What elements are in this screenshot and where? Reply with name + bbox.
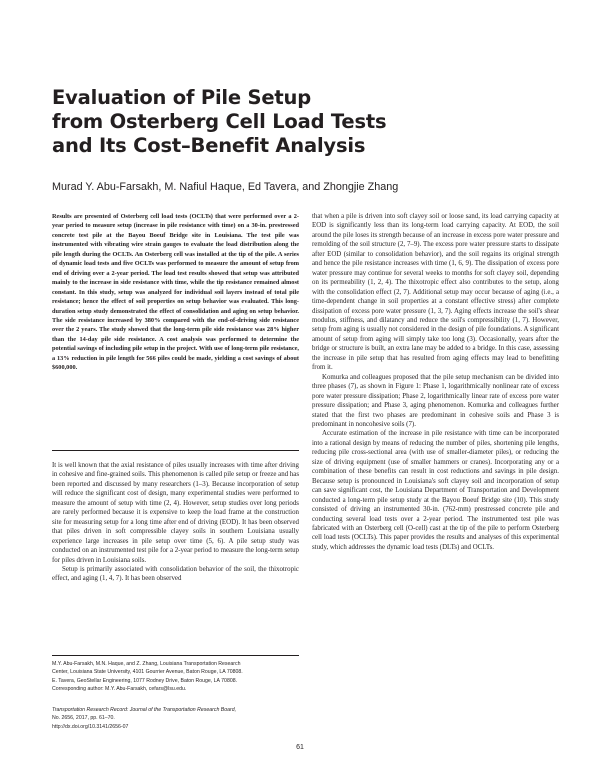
affiliation-line-3: E. Tavera, GeoStellar Engineering, 1077 Rodney Drive, Baton Rouge, LA 70808. — [52, 677, 238, 684]
abstract: Results are presented of Osterberg cell load tests (OCLTs) that were performed over a 2-year period to measure setup (increase in pile resistance with time) on a 30-in. prestressed concrete test pile at the Bayou Boeuf Bridge site in Louisiana. The test pile was instrumented with vibrating wire strain gauges to evaluate the load distribution along the pile length during the OCLTs. An Osterberg cell was installed at the tip of the pile. A series of dynamic load tests and five OCLTs was performed to measure the amount of setup from end of driving over a 2-year period. The load test results showed that setup was attributed mainly to the increase in side resistance with time, while the tip resistance remained almost constant. In this study, setup was analyzed for individual soil layers instead of total pile resistance; hence the effect of soil properties on setup behavior was evaluated. This long-duration setup study demonstrated the effect of consolidation and aging on setup behavior. The side resistance increased by 380% compared with the end-of-driving side resistance over the 2 years. The study showed that the long-term pile side resistance was 28% higher than the 14-day pile side resistance. A cost analysis was performed to determine the potential savings of including pile setup in the project. With use of long-term pile resistance, a 13% reduction in pile length for 566 piles could be made, yielding a cost savings of about $600,000. — [52, 213, 299, 372]
title-line-3: and Its Cost–Benefit Analysis — [52, 134, 366, 157]
title-line-2: from Osterberg Cell Load Tests — [52, 110, 387, 133]
author-affiliations — [52, 660, 299, 693]
left-paragraph-2: Setup is primarily associated with consolidation behavior of the soil, the thixotropic effect, and aging (1, 4, 7). It has been observed — [52, 565, 299, 583]
left-paragraph-1: It is well known that the axial resistance of piles usually increases with time after driving in cohesive and fine-grained soils. This phenomenon is called pile setup or freeze and has been reported and discussed by many researchers (1–3). Because incorporation of setup will reduce the significant cost of design, many experimental studies were performed to measure the amount of setup with time (2, 4). However, setup studies over long periods are rarely performed because it is expensive to keep the load frame at the construction site for measuring setup for a long time after end of driving (EOD). It has been observed that piles driven in soft compressible clayey soils in southern Louisiana usually experience large increases in pile setup over time (5, 6). A pile setup study was conducted on an instrumented test pile for a 2-year period to measure the long-term setup for piles driven in Louisiana soils. — [52, 462, 299, 564]
abstract-divider — [52, 450, 299, 451]
right-paragraph-1: that when a pile is driven into soft clayey soil or loose sand, its load carrying capacity at EOD is significantly less than its long-term load carrying capacity. At EOD, the soil around the pile loses its strength because of an increase in excess pore water pressure and remolding of the soil structure (2, 7–9). The excess pore water pressure starts to dissipate after EOD (similar to consolidation behavior), and the soil regains its original strength and hence the pile resistance increases with time (1, 6, 9). The dissipation of excess pore water pressure may continue for several weeks to months for soft clayey soil, depending on its permeability (1, 2, 4). The thixotropic effect also contributes to the setup, along with the consolidation effect (2, 7). Additional setup may occur because of aging (i.e., a time-dependent change in soil properties at a constant effective stress) after complete dissipation of excess pore water pressure (1, 3, 7). Aging effects increase the soil's shear modulus, stiffness, and dilatancy and reduce the soil's compressibility (1, 7). However, setup from aging is usually not considered in the design of pile foundations. A significant amount of setup from aging will simply take too long (3). Occasionally, years after the bridge or structure is built, an extra lane may be added to a bridge. In this case, assessing the increase in pile setup that has resulted from aging effects may lead to benefitting from it. — [312, 213, 559, 372]
affiliation-line-2: Center, Louisiana State University, 4101 Gourrier Avenue, Baton Rouge, LA 70808. — [52, 669, 243, 676]
affiliation-line-4: Corresponding author: M.Y. Abu-Farsakh, cefars@lsu.edu. — [52, 685, 187, 692]
doi-link[interactable]: http://dx.doi.org/10.3141/2656-07 — [52, 723, 129, 730]
journal-issue: No. 2656, 2017, pp. 61–70. — [52, 715, 115, 722]
right-paragraph-2: Komurka and colleagues proposed that the pile setup mechanism can be divided into three phases (7), as shown in Figure 1: Phase 1, logarithmically nonlinear rate of excess pore water pressure dissipation; Phase 2, logarithmically linear rate of excess pore water pressure dissipation; and Phase 3, aging phenomenon. Komurka and colleagues further stated that the first two phases are predominant in cohesive soils and Phase 3 is predominant in noncohesive soils (7). — [312, 373, 559, 428]
affiliation-line-1: M.Y. Abu-Farsakh, M.N. Haque, and Z. Zhang, Louisiana Transportation Research — [52, 661, 241, 667]
right-paragraph-3: Accurate estimation of the increase in pile resistance with time can be incorporated into a rational design by means of reducing the number of piles, shortening pile lengths, reducing pile cross-sectional area (with use of smaller-diameter piles), or reducing the size of driving equipment (use of smaller hammers or cranes). Incorporating any or a combination of these benefits can result in cost reductions and savings in pile design. Because setup is pronounced in Louisiana's soft clayey soil and incorporation of setup can save significant cost, the Louisiana Department of Transportation and Development conducted a long-term pile setup study at the Bayou Boeuf Bridge site (10). This study consisted of driving an instrumented 30-in. (762-mm) prestressed concrete pile and conducting several load tests over a 2-year period. The instrumented test pile was fabricated with an Osterberg cell (O-cell) cast at the tip of the pile to perform Osterberg cell load tests (OCLTs). This paper provides the results and analyses of this experimental study, which addresses the dynamic load tests (DLTs) and OCLTs. — [312, 430, 559, 551]
footnote-divider — [52, 655, 299, 656]
author-list: Murad Y. Abu-Farsakh, M. Nafiul Haque, Ed Tavera, and Zhongjie Zhang — [52, 181, 399, 193]
left-column-body — [52, 461, 299, 584]
page-number: 61 — [296, 744, 304, 751]
title-line-1: Evaluation of Pile Setup — [52, 86, 311, 109]
journal-citation — [52, 706, 299, 731]
journal-name: Transportation Research Record: Journal of the Transportation Research Board, — [52, 707, 237, 713]
paper-title — [52, 86, 532, 158]
right-column-body — [312, 212, 559, 552]
